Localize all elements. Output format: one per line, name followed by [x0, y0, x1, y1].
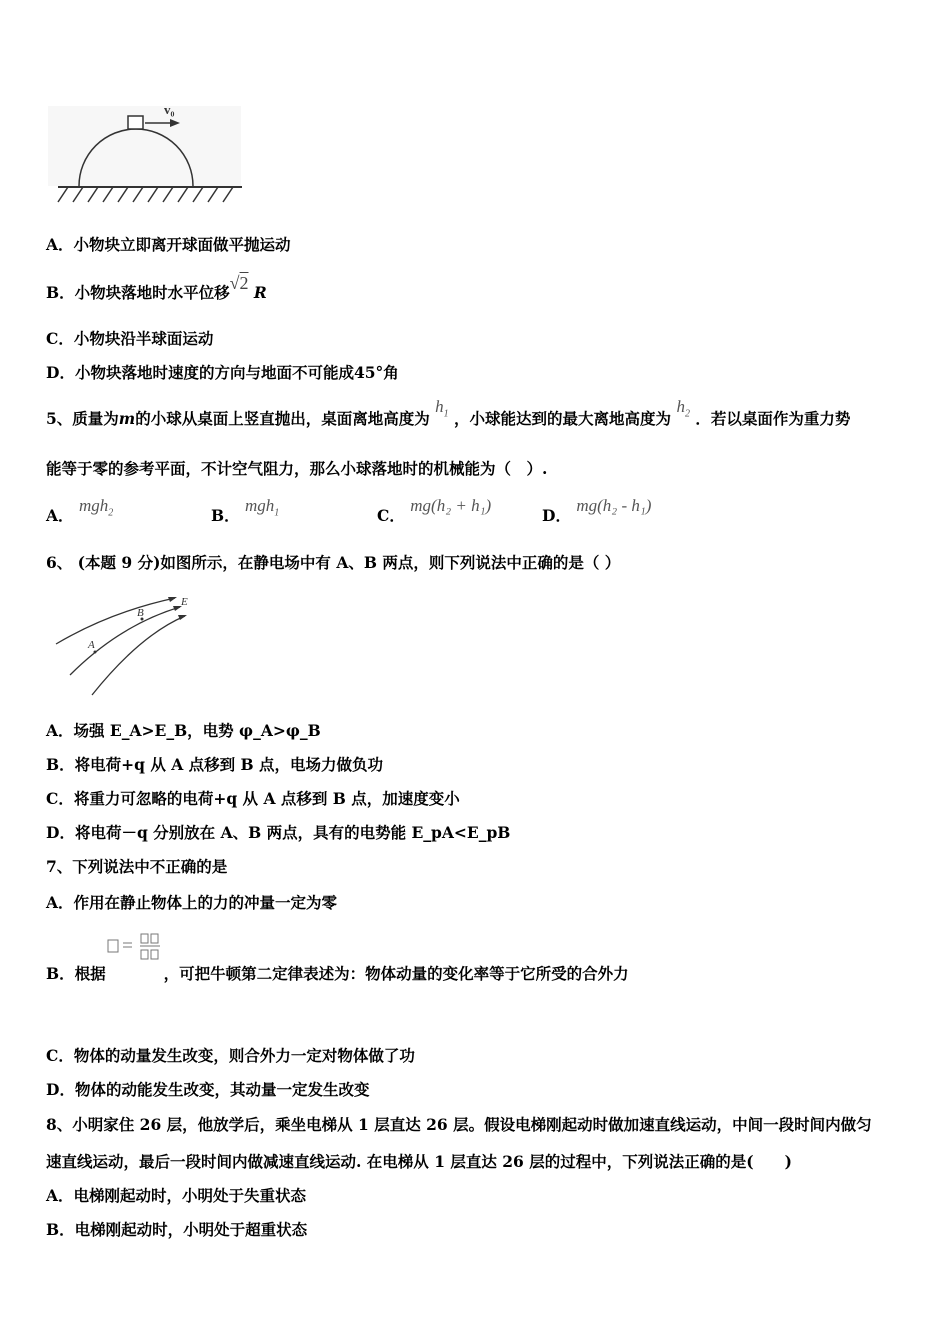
q7-stem: 7、下列说法中不正确的是 [46, 857, 228, 876]
q4-option-d: D．小物块落地时速度的方向与地面不可能成45°角 [46, 363, 399, 382]
q4-option-b-text: B．小物块落地时水平位移 [46, 283, 230, 302]
q7-option-d: D．物体的动能发生改变，其动量一定发生改变 [46, 1080, 370, 1099]
q5-option-a [46, 496, 114, 533]
electric-field-figure [50, 590, 200, 700]
q5-opt-a-expr: mgh [78, 496, 109, 515]
q5-option-d [542, 496, 652, 526]
q5-option-b [211, 496, 280, 533]
q4-option-a: A．小物块立即离开球面做平抛运动 [46, 235, 291, 254]
q7-option-b-suffix: ，可把牛顿第二定律表述为：物体动量的变化率等于它所受的合外力 [163, 964, 629, 983]
q7-option-a: A．作用在静止物体上的力的冲量一定为零 [46, 893, 338, 912]
q5-opt-a-label: A． [46, 506, 74, 525]
q8-stem-line1: 8、小明家住 26 层，他放学后，乘坐电梯从 1 层直达 26 层。假设电梯刚起动时做加速直线运动，中间一段时间内做匀 [46, 1115, 872, 1134]
q5-opt-c-label: C． [377, 506, 405, 525]
q5-h1: h [435, 397, 444, 416]
q5-h2: h [676, 397, 685, 416]
q5-opt-d-expr: mg(h₂ - h₁) [576, 496, 652, 515]
q5-opt-a-sub: 2 [108, 507, 114, 519]
q7-option-b [46, 964, 629, 984]
q5-opt-c-expr: mg(h₂ + h₁) [410, 496, 492, 515]
q5-opt-d-label: D． [542, 506, 571, 525]
q5-h2-sub: 2 [684, 408, 690, 420]
q4-option-b: B．小物块落地时水平位移√2 R [46, 273, 267, 302]
q8-stem-line2: 速直线运动，最后一段时间内做减速直线运动. 在电梯从 1 层直达 26 层的过程中，下列说法正确的是( ) [46, 1152, 792, 1171]
q5-text-a: 5、质量为 [46, 409, 119, 428]
q5-stem-line1 [46, 397, 851, 436]
q8-option-b: B．电梯刚起动时，小明处于超重状态 [46, 1220, 308, 1239]
q4-sqrt-value: 2 [239, 273, 249, 293]
q5-option-c [377, 496, 492, 526]
q6-option-d: D．将电荷－q 分别放在 A、B 两点，具有的电势能 E_pA<E_pB [46, 823, 511, 842]
v0-label: v₀ [164, 102, 175, 117]
q5-opt-b-label: B． [211, 506, 240, 525]
q5-text-b: 的小球从桌面上竖直抛出，桌面离地高度为 [135, 409, 430, 428]
broken-formula-image [106, 932, 164, 964]
q5-m: m [118, 409, 136, 428]
q6-option-b: B．将电荷+q 从 A 点移到 B 点，电场力做负功 [46, 755, 384, 774]
q6-option-a: A．场强 E_A>E_B，电势 φ_A>φ_B [46, 721, 321, 740]
field-label-e: E [181, 596, 188, 608]
field-label-b: B [137, 607, 144, 619]
q5-h1-sub: 1 [443, 408, 449, 420]
q5-opt-b-expr: mgh [245, 496, 275, 515]
hemisphere-figure [46, 98, 246, 208]
q8-option-a: A．电梯刚起动时，小明处于失重状态 [46, 1186, 307, 1205]
q5-text-c: ，小球能达到的最大离地高度为 [454, 409, 672, 428]
q4-option-c: C．小物块沿半球面运动 [46, 329, 214, 348]
field-label-a: A [88, 639, 95, 651]
q6-option-c: C．将重力可忽略的电荷+q 从 A 点移到 B 点，加速度变小 [46, 789, 460, 808]
q5-stem-line2: 能等于零的参考平面，不计空气阻力，那么小球落地时的机械能为（ ）. [46, 459, 548, 478]
q4-r: R [253, 283, 267, 302]
q6-stem: 6、 (本题 9 分)如图所示，在静电场中有 A、B 两点，则下列说法中正确的是（ ） [46, 553, 621, 572]
q5-opt-b-sub: 1 [274, 507, 280, 519]
q7-option-c: C．物体的动量发生改变，则合外力一定对物体做了功 [46, 1046, 415, 1065]
q5-text-d: ．若以桌面作为重力势 [695, 409, 851, 428]
q7-option-b-prefix: B．根据 [46, 964, 106, 983]
